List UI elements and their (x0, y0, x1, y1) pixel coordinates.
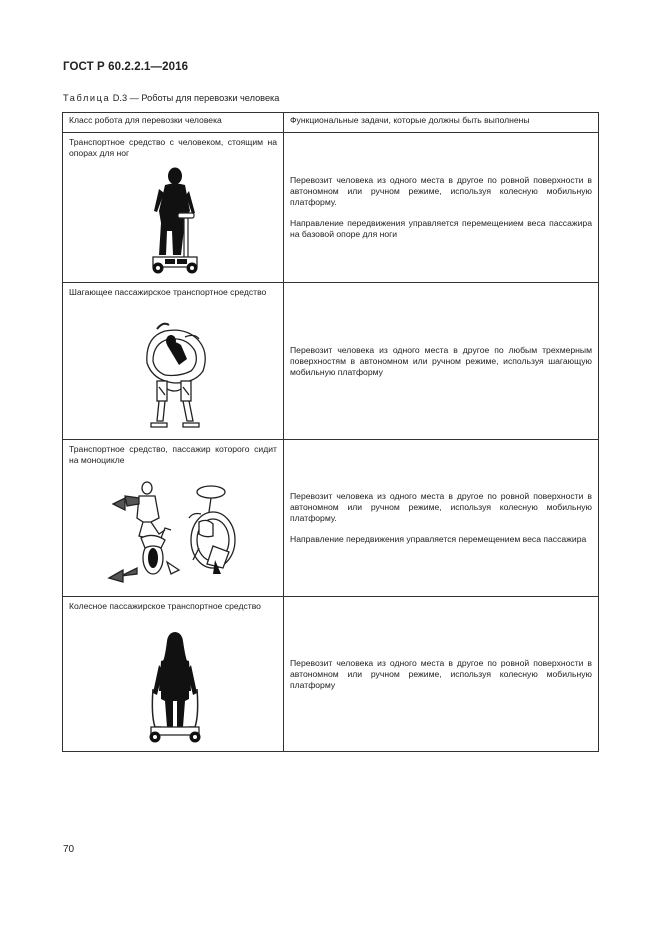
illustration-standing-platform (145, 167, 205, 279)
class-name: Транспортное средство, пассажир которого сидит на моноцикле (69, 444, 277, 465)
task-cell (284, 133, 599, 283)
table-row (63, 133, 599, 283)
robots-table (62, 112, 599, 752)
column-header-tasks: Функциональные задачи, которые должны быть выполнены (284, 113, 599, 133)
task-text: Перевозит человека из одного места в другое по ровной поверхности в автономном или ручном режиме, используя колесную мобильную платформу. (290, 175, 592, 207)
task-text: Направление передвижения управляется перемещением веса пассажира на базовой опоре для ноги (290, 218, 592, 239)
task-cell (284, 283, 599, 440)
task-text: Перевозит человека из одного места в другое по любым трехмерным поверхностям в автономном или ручном режиме, используя шагающую мобильную платформу (290, 344, 592, 377)
class-name: Шагающее пассажирское транспортное средство (69, 287, 267, 297)
table-caption (63, 93, 279, 103)
task-text: Перевозит человека из одного места в другое по ровной поверхности в автономном или ручном режиме, используя колесную мобильную платформу. (290, 491, 592, 523)
class-name: Транспортное средство с человеком, стоящим на опорах для ног (69, 137, 277, 158)
task-cell (284, 440, 599, 597)
illustration-monocycle (103, 478, 243, 588)
table-row (63, 283, 599, 440)
table-caption-label: Таблица (63, 93, 111, 103)
task-cell (284, 597, 599, 752)
illustration-wheeled-chair (147, 631, 203, 745)
class-name: Колесное пассажирское транспортное средство (69, 601, 261, 611)
class-cell (63, 283, 284, 440)
page-number: 70 (63, 844, 75, 855)
table-header-row (63, 113, 599, 133)
class-cell (63, 133, 284, 283)
class-cell (63, 440, 284, 597)
table-caption-text: D.3 — Роботы для перевозки человека (112, 93, 280, 103)
column-header-class: Класс робота для перевозки человека (63, 113, 284, 133)
illustration-walking-robot (137, 319, 217, 437)
table-row (63, 440, 599, 597)
task-text: Направление передвижения управляется перемещением веса пассажира (290, 534, 587, 544)
task-text: Перевозит человека из одного места в другое по ровной поверхности в автономном или ручном режиме, используя колесную мобильную платформу (290, 657, 592, 690)
class-cell (63, 597, 284, 752)
table-row (63, 597, 599, 752)
document-code: ГОСТ Р 60.2.2.1—2016 (63, 61, 189, 73)
